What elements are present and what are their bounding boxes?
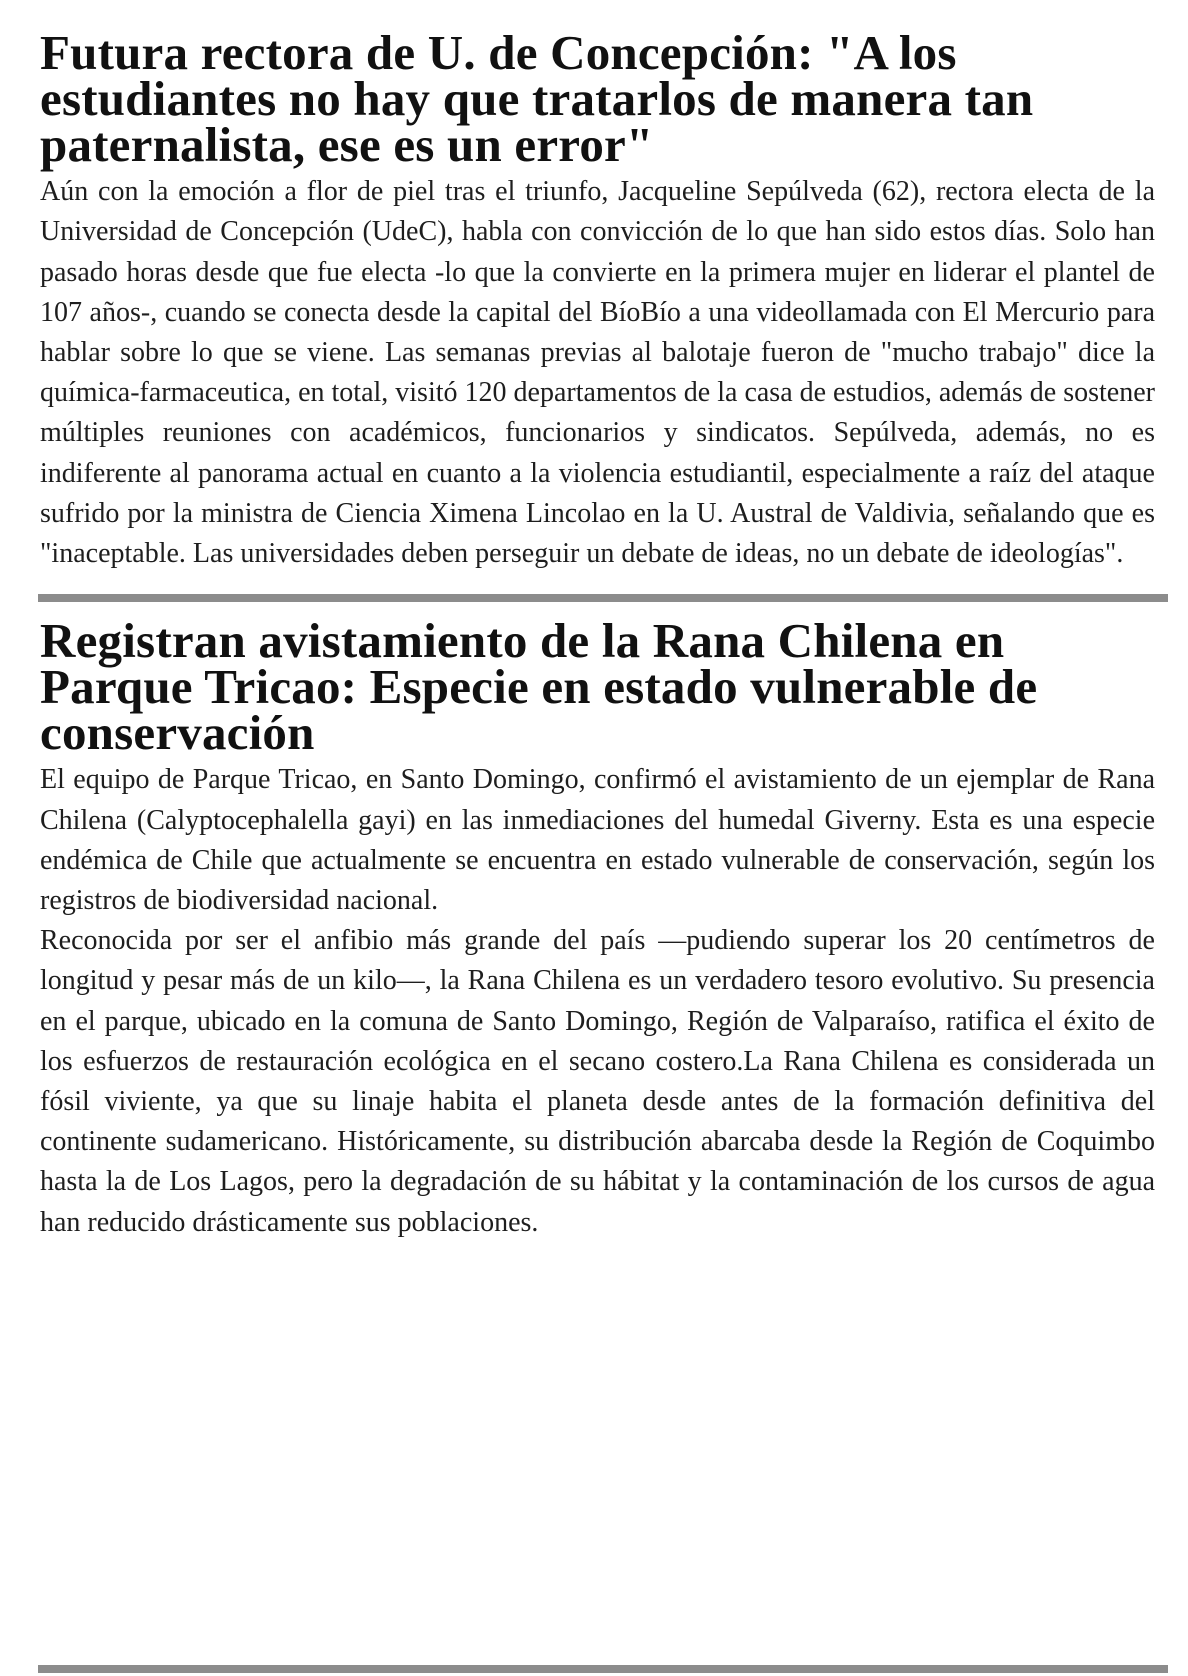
article-paragraph: El equipo de Parque Tricao, en Santo Domingo, confirmó el avistamiento de un ejemplar de Rana Chilena (Calyptocephalella gayi) en las inmediaciones del humedal Giverny. Esta es una especie endémica de Chile que actualmente se encuentra en estado vulnerable de conservación, según los registros de biodiversidad nacional. — [40, 764, 1155, 916]
article-headline: Futura rectora de U. de Concepción: "A los estudiantes no hay que tratarlos de manera tan paternalista, ese es un error" — [40, 25, 1034, 173]
article-paragraph: Aún con la emoción a flor de piel tras el triunfo, Jacqueline Sepúlveda (62), rectora electa de la Universidad de Concepción (UdeC), habla con convicción de lo que han sido estos días. Solo han pasado horas desde que fue electa -lo que la convierte en la primera mujer en liderar el plantel de 107 años-, cuando se conecta desde la capital del BíoBío a una videollamada con El Mercurio para hablar sobre lo que se viene. Las semanas previas al balotaje fueron de "mucho trabajo" dice la química-farmaceutica, en total, visitó 120 departamentos de la casa de estudios, además de sostener múltiples reuniones con académicos, funcionarios y sindicatos. Sepúlveda, además, no es indiferente al panorama actual en cuanto a la violencia estudiantil, especialmente a raíz del ataque sufrido por la ministra de Ciencia Ximena Lincolao en la U. Austral de Valdivia, señalando que es "inaceptable. Las universidades deben perseguir un debate de ideas, no un debate de ideologías". — [40, 176, 1155, 569]
article-paragraph: Reconocida por ser el anfibio más grande del país —pudiendo superar los 20 centímetros de longitud y pesar más de un kilo—, la Rana Chilena es un verdadero tesoro evolutivo. Su presencia en el parque, ubicado en la comuna de Santo Domingo, Región de Valparaíso, ratifica el éxito de los esfuerzos de restauración ecológica en el secano costero.La Rana Chilena es considerada un fósil viviente, ya que su linaje habita el planeta desde antes de la formación definitiva del continente sudamericano. Históricamente, su distribución abarcaba desde la Región de Coquimbo hasta la de Los Lagos, pero la degradación de su hábitat y la contaminación de los cursos de agua han reducido drásticamente sus poblaciones. — [40, 925, 1155, 1238]
article-rectora — [40, 25, 1155, 574]
bottom-divider — [38, 1665, 1168, 1673]
article-rana-chilena — [40, 613, 1155, 1243]
article-headline: Registran avistamiento de la Rana Chilena en Parque Tricao: Especie en estado vulnerable de conservación — [40, 613, 1038, 761]
newspaper-page — [40, 25, 1155, 1243]
section-divider — [38, 594, 1168, 602]
